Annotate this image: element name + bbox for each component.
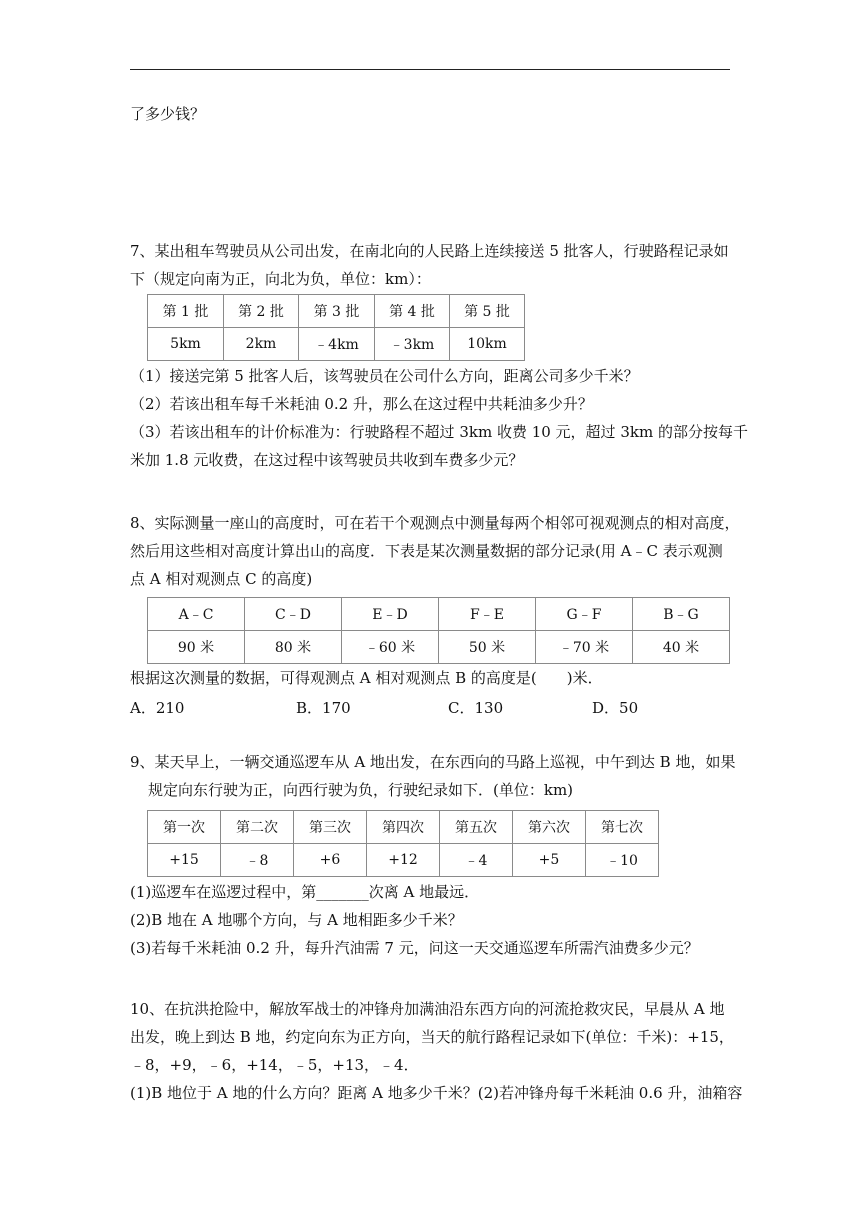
q8-value-cell: ﹣70 米 [536, 631, 633, 664]
q9-value-cell: ﹣8 [221, 844, 294, 877]
q8-value-row [148, 631, 730, 664]
q9-value-cell: +5 [513, 844, 586, 877]
q8-value-cell: ﹣60 米 [342, 631, 439, 664]
q10-line: (1)B 地位于 A 地的什么方向？距离 A 地多少千米？(2)若冲锋舟每千米耗油 0.6 升，油箱容 [130, 1084, 743, 1102]
q8-intro-line: 8、实际测量一座山的高度时，可在若干个观测点中测量每两个相邻可视观测点的相对高度， [130, 514, 740, 532]
q9-questions [130, 878, 732, 962]
q7-question-line: （2）若该出租车每千米耗油 0.2 升，那么在这过程中共耗油多少升？ [130, 395, 593, 413]
q9-header-cell: 第四次 [367, 811, 440, 844]
q7-question-line: （1）接送完第 5 批客人后，该驾驶员在公司什么方向，距离公司多少千米？ [130, 367, 639, 385]
q10-line: 10、在抗洪抢险中，解放军战士的冲锋舟加满油沿东西方向的河流抢救灾民，早晨从 A 地 [130, 1000, 725, 1018]
q9-value-cell: +6 [294, 844, 367, 877]
q8-intro [130, 509, 740, 593]
q9-header-cell: 第五次 [440, 811, 513, 844]
q8-value-cell: 80 米 [245, 631, 342, 664]
q9-header-cell: 第三次 [294, 811, 367, 844]
q7-question-line: （3）若该出租车的计价标准为：行驶路程不超过 3km 收费 10 元，超过 3km 的部分按每千 [130, 423, 748, 441]
q9-value-cell: ﹣10 [586, 844, 659, 877]
q7-header-cell: 第 2 批 [224, 295, 299, 328]
q8-intro-line: 点 A 相对观测点 C 的高度) [130, 570, 313, 588]
q8-question-line: 根据这次测量的数据，可得观测点 A 相对观测点 B 的高度是( )米． [130, 669, 603, 687]
q8-options [130, 694, 730, 722]
q7-value-cell: ﹣4km [299, 328, 375, 361]
q8-header-cell: E﹣D [342, 598, 439, 631]
q8-header-cell: A﹣C [148, 598, 245, 631]
q9-header-cell: 第一次 [148, 811, 221, 844]
q7-questions [130, 362, 748, 474]
q7-value-cell: ﹣3km [375, 328, 450, 361]
header-rule [130, 69, 730, 70]
q7-intro [130, 237, 732, 293]
q10-text [130, 995, 743, 1107]
q8-header-cell: B﹣G [633, 598, 730, 631]
q10-line: 出发，晚上到达 B 地，约定向东为正方向，当天的航行路程记录如下(单位：千米)：+15， [130, 1028, 734, 1046]
q9-header-row [148, 811, 659, 844]
q8-table [147, 597, 730, 664]
q8-value-cell: 50 米 [439, 631, 536, 664]
q7-header-cell: 第 1 批 [148, 295, 224, 328]
q7-header-cell: 第 4 批 [375, 295, 450, 328]
q9-intro-line: 规定向东行驶为正，向西行驶为负，行驶纪录如下．(单位：km) [148, 781, 574, 799]
q8-header-cell: C﹣D [245, 598, 342, 631]
q9-value-row [148, 844, 659, 877]
q7-header-cell: 第 5 批 [450, 295, 525, 328]
q8-intro-line: 然后用这些相对高度计算出山的高度．下表是某次测量数据的部分记录(用 A﹣C 表示观测 [130, 542, 723, 560]
q7-intro-line: 7、某出租车驾驶员从公司出发，在南北向的人民路上连续接送 5 批客人，行驶路程记录如 [130, 242, 729, 260]
q8-value-cell: 90 米 [148, 631, 245, 664]
previous-question-continuation [130, 100, 732, 128]
q7-value-cell: 10km [450, 328, 525, 361]
q9-table [147, 810, 659, 877]
q9-value-cell: +12 [367, 844, 440, 877]
q9-header-cell: 第六次 [513, 811, 586, 844]
option-d: D．50 [592, 699, 639, 717]
q9-question-line: (2)B 地在 A 地哪个方向，与 A 地相距多少千米？ [130, 911, 463, 929]
q9-header-cell: 第二次 [221, 811, 294, 844]
q9-question-line: (3)若每千米耗油 0.2 升，每升汽油需 7 元，问这一天交通巡逻车所需汽油费多少元？ [130, 939, 699, 957]
q9-header-cell: 第七次 [586, 811, 659, 844]
q9-question-line: (1)巡逻车在巡逻过程中，第_______次离 A 地最远． [130, 883, 480, 901]
q9-value-cell: ﹣4 [440, 844, 513, 877]
q8-header-cell: F﹣E [439, 598, 536, 631]
q8-value-cell: 40 米 [633, 631, 730, 664]
q8-header-row [148, 598, 730, 631]
continuation-text: 了多少钱？ [130, 105, 206, 123]
q7-value-row [148, 328, 525, 361]
q7-question-line: 米加 1.8 元收费，在这过程中该驾驶员共收到车费多少元？ [130, 451, 524, 469]
q8-header-cell: G﹣F [536, 598, 633, 631]
q9-intro-line: 9、某天早上，一辆交通巡逻车从 A 地出发，在东西向的马路上巡视，中午到达 B 地，如果 [130, 753, 736, 771]
q7-intro-line: 下（规定向南为正，向北为负，单位：km）： [130, 270, 431, 288]
q8-question [130, 664, 732, 692]
q7-table [147, 294, 525, 361]
option-b: B．170 [296, 699, 351, 717]
option-c: C．130 [448, 699, 504, 717]
q7-header-row [148, 295, 525, 328]
q7-value-cell: 5km [148, 328, 224, 361]
q9-value-cell: +15 [148, 844, 221, 877]
option-a: A．210 [130, 699, 185, 717]
q10-line: ﹣8，+9，﹣6，+14，﹣5，+13，﹣4． [130, 1056, 419, 1074]
q7-value-cell: 2km [224, 328, 299, 361]
q9-intro [130, 748, 736, 804]
q7-header-cell: 第 3 批 [299, 295, 375, 328]
